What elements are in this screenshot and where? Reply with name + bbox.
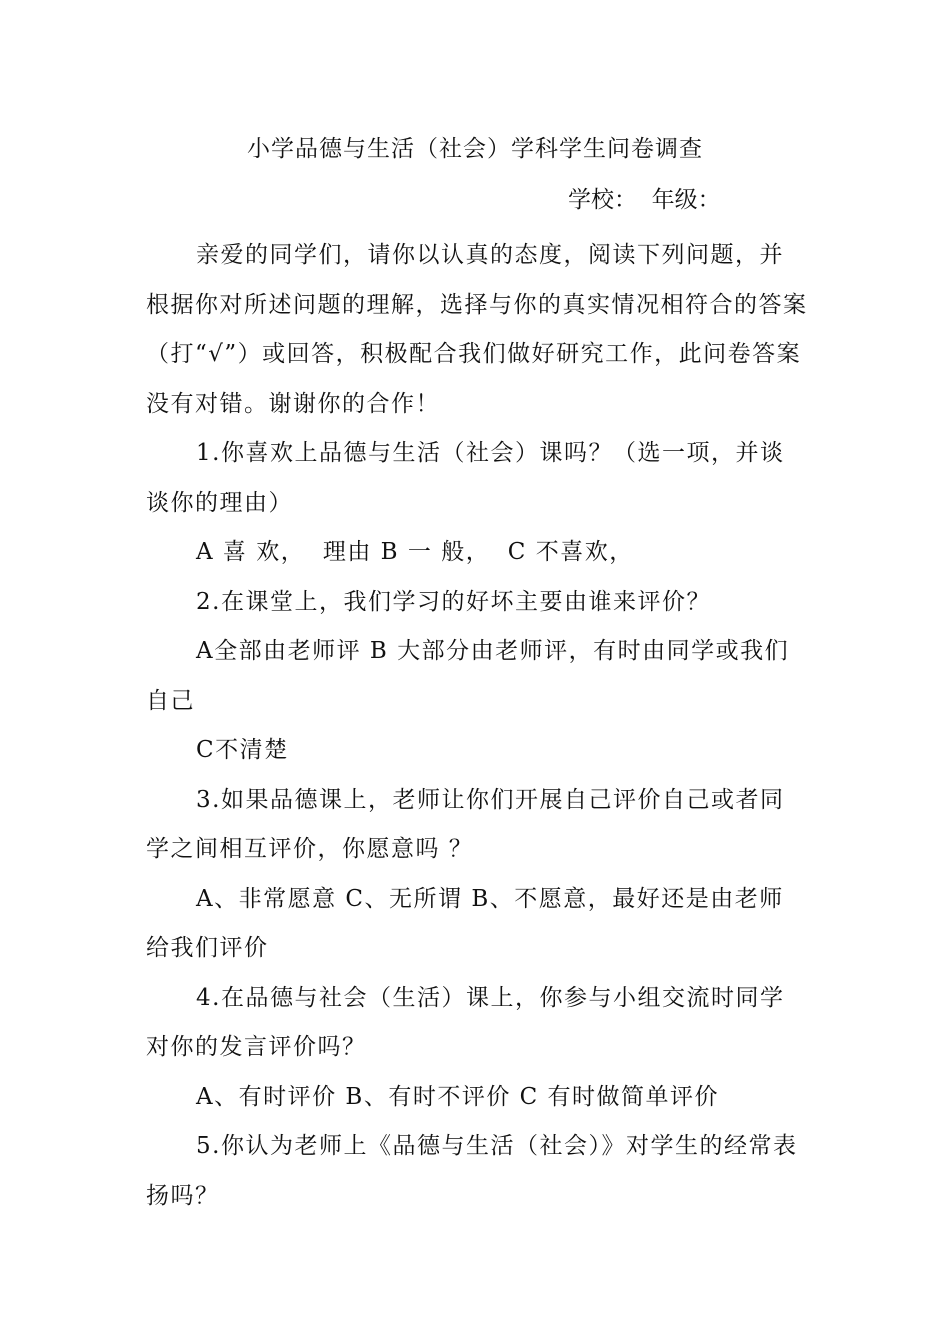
question-3: 3.如果品德课上，老师让你们开展自己评价自己或者同学之间相互评价，你愿意吗 ？: [146, 786, 785, 862]
question-5: 5.你认为老师上《品德与生活（社会）》对学生的经常表扬吗？: [146, 1133, 798, 1209]
question-4-options: A、有时评价 B、有时不评价 C 有时做简单评价: [196, 1083, 720, 1110]
question-4: 4.在品德与社会（生活）课上，你参与小组交流时同学对你的发言评价吗？: [146, 984, 785, 1060]
intro-paragraph: 亲爱的同学们，请你以认真的态度，阅读下列问题，并根据你对所述问题的理解，选择与你的真实情况相符合的答案（打“√”）或回答，积极配合我们做好研究工作，此问卷答案没有对错。谢谢你的合作！: [146, 242, 808, 417]
question-2-options-ab: A全部由老师评 B 大部分由老师评，有时由同学或我们自己: [146, 638, 790, 714]
question-2-option-c: C不清楚: [196, 737, 289, 763]
question-3-options: A、非常愿意 C、无所谓 B、不愿意，最好还是由老师给我们评价: [146, 885, 784, 961]
question-1: 1.你喜欢上品德与生活（社会）课吗？（选一项，并谈谈你的理由）: [146, 440, 785, 516]
question-2: 2.在课堂上，我们学习的好坏主要由谁来评价？: [196, 588, 711, 615]
question-1-options: A 喜 欢， 理由 B 一 般， C 不喜欢，: [196, 539, 634, 565]
questionnaire-body: [146, 231, 808, 1221]
document-title: 小学品德与生活（社会）学科学生问卷调查: [247, 136, 703, 162]
school-grade-line: 学校： 年级：: [568, 187, 721, 213]
